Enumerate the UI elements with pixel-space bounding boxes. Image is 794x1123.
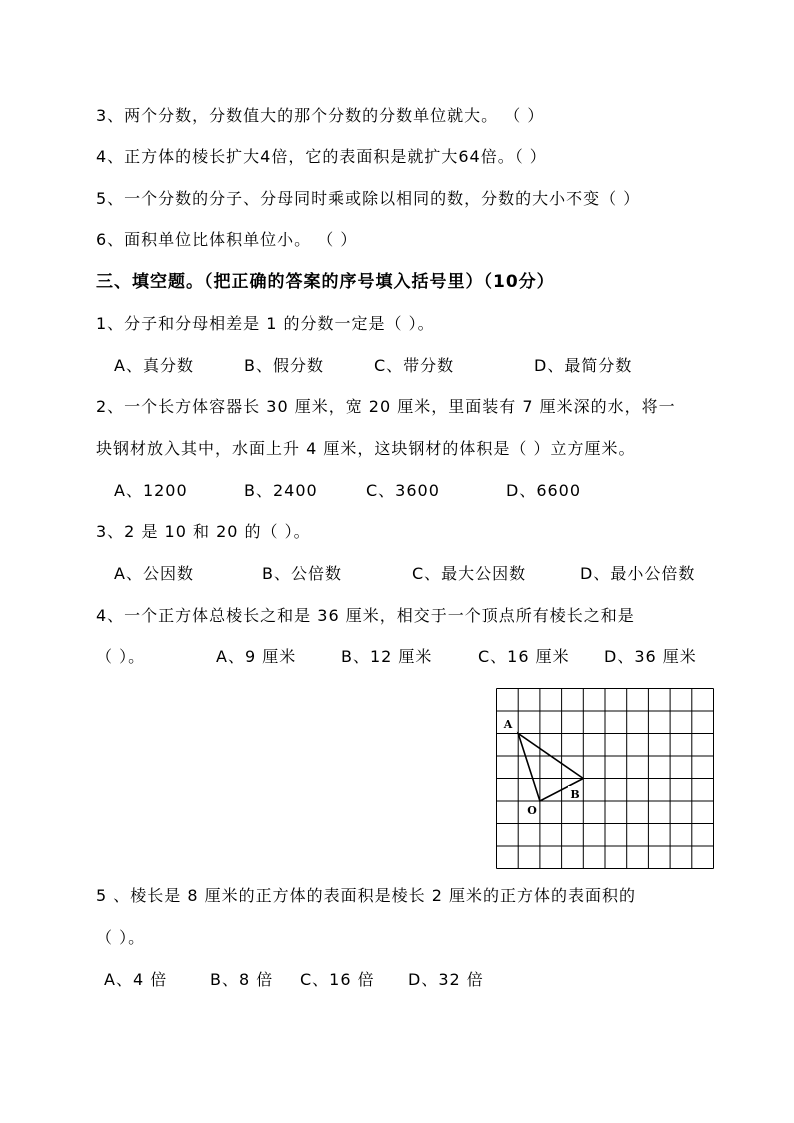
fill-q1-stem: 1、分子和分母相差是 1 的分数一定是（ ）。 (96, 314, 435, 333)
fill-q2-stem-2: 块钢材放入其中，水面上升 4 厘米，这块钢材的体积是（ ）立方厘米。 (96, 439, 636, 458)
fill-q3-stem: 3、2 是 10 和 20 的（ ）。 (96, 522, 311, 541)
option-a: A、1200 (114, 481, 188, 500)
option-b: B、8 倍 (210, 970, 274, 989)
label-b: B (570, 788, 580, 801)
option-b: B、假分数 (244, 356, 324, 375)
fill-q5-stem-2: （ ）。 (96, 928, 146, 947)
fill-q5-stem-1: 5 、棱长是 8 厘米的正方体的表面积是棱长 2 厘米的正方体的表面积的 (96, 886, 636, 905)
label-a: A (503, 718, 513, 731)
answer-blank: （ ）。 (96, 647, 146, 666)
option-b: B、12 厘米 (341, 647, 433, 666)
fill-q2-stem-1: 2、一个长方体容器长 30 厘米，宽 20 厘米，里面装有 7 厘米深的水，将一 (96, 397, 676, 416)
option-c: C、16 倍 (300, 970, 375, 989)
option-c: C、最大公因数 (412, 564, 527, 583)
option-d: D、6600 (506, 481, 582, 500)
grid-lines (497, 689, 714, 869)
option-d: D、最小公倍数 (580, 564, 696, 583)
option-b: B、2400 (244, 481, 318, 500)
option-a: A、真分数 (114, 356, 194, 375)
option-a: A、公因数 (114, 564, 194, 583)
option-b: B、公倍数 (262, 564, 342, 583)
grid-svg (496, 688, 714, 869)
option-a: A、4 倍 (104, 970, 168, 989)
fill-q4-stem: 4、一个正方体总棱长之和是 36 厘米，相交于一个顶点所有棱长之和是 (96, 606, 635, 625)
option-c: C、带分数 (374, 356, 455, 375)
triangle-grid-figure (496, 688, 714, 869)
section3-title: 三、填空题。（把正确的答案的序号填入括号里）（10分） (96, 272, 555, 292)
option-d: D、最简分数 (534, 356, 633, 375)
option-c: C、3600 (366, 481, 440, 500)
judge-q6: 6、面积单位比体积单位小。 （ ） (96, 230, 358, 249)
label-o: O (527, 804, 537, 817)
option-d: D、36 厘米 (604, 647, 697, 666)
option-a: A、9 厘米 (216, 647, 297, 666)
judge-q5: 5、一个分数的分子、分母同时乘或除以相同的数，分数的大小不变（ ） (96, 189, 641, 208)
judge-q3: 3、两个分数，分数值大的那个分数的分数单位就大。 （ ） (96, 106, 545, 125)
judge-q4: 4、正方体的棱长扩大4倍，它的表面积是就扩大64倍。（ ） (96, 147, 547, 166)
option-d: D、32 倍 (408, 970, 484, 989)
option-c: C、16 厘米 (478, 647, 570, 666)
